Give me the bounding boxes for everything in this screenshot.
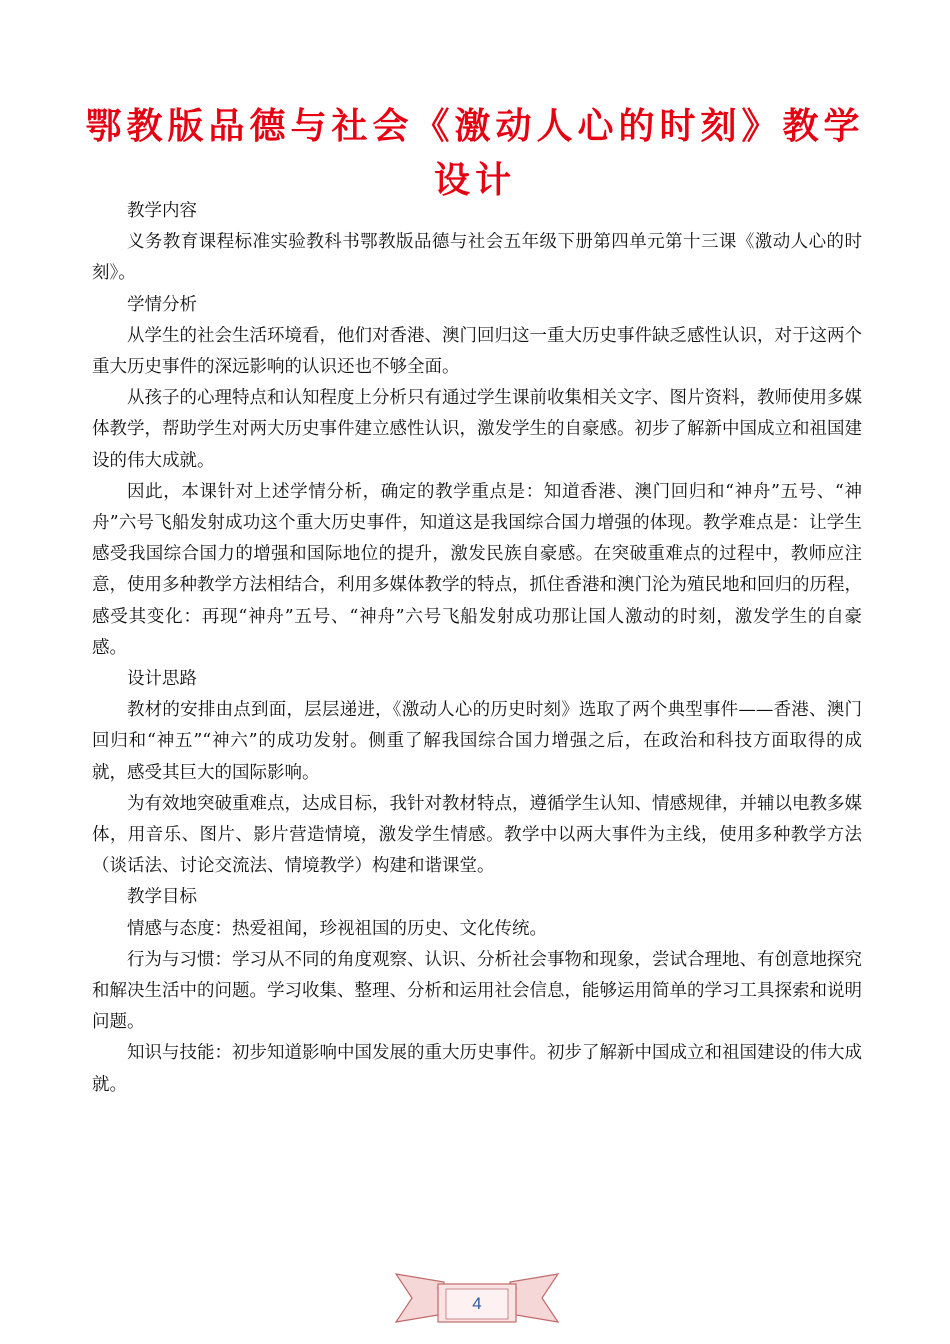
- paragraph: 义务教育课程标准实验教科书鄂教版品德与社会五年级下册第四单元第十三课《激动人心的时刻》。: [92, 232, 862, 284]
- page-number: 4: [472, 1294, 482, 1313]
- section-heading-analysis: 学情分析: [127, 294, 197, 315]
- page-footer: [392, 1262, 562, 1332]
- paragraph: 从学生的社会生活环境看，他们对香港、澳门回归这一重大历史事件缺乏感性认识，对于这两个重大历史事件的深远影响的认识还也不够全面。: [92, 325, 862, 378]
- paragraph: 情感与态度：热爱祖闻，珍视祖国的历史、文化传统。: [127, 918, 547, 939]
- section-heading-content: 教学内容: [127, 201, 197, 221]
- section-heading-goals: 教学目标: [127, 887, 197, 908]
- paragraph: 从孩子的心理特点和认知程度上分析只有通过学生课前收集相关文字、图片资料，教师使用多媒体教学，帮助学生对两大历史事件建立感性认识，激发学生的自豪感。初步了解新中国成立和祖国建设的伟大成就。: [92, 388, 862, 471]
- paragraph: 为有效地突破重难点，达成目标，我针对教材特点，遵循学生认知、情感规律，并辅以电教多媒体，用音乐、图片、影片营造情境，激发学生情感。教学中以两大事件为主线，使用多种教学方法（谈话法、讨论交流法、情境教学）构建和谐课堂。: [92, 793, 862, 877]
- section-heading-design: 设计思路: [127, 669, 197, 690]
- paragraph: 因此，本课针对上述学情分析，确定的教学重点是：知道香港、澳门回归和“神舟”五号、“神舟”六号飞船发射成功这个重大历史事件，知道这是我国综合国力增强的体现。教学难点是：让学生感受我国综合国力的增强和国际地位的提升，激发民族自豪感。在突破重难点的过程中，教师应注意，使用多种教学方法相结合，利用多媒体教学的特点，抓住香港和澳门沦为殖民地和回归的历程，感受其变化：再现“神舟”五号、“神舟”六号飞船发射成功那让国人激动的时刻，激发学生的自豪感。: [92, 481, 862, 658]
- document-body: [92, 196, 862, 1101]
- paragraph: 知识与技能：初步知道影响中国发展的重大历史事件。初步了解新中国成立和祖国建设的伟大成就。: [92, 1043, 862, 1095]
- paragraph: 行为与习惯：学习从不同的角度观察、认识、分析社会事物和现象，尝试合理地、有创意地探究和解决生活中的问题。学习收集、整理、分析和运用社会信息，能够运用简单的学习工具探索和说明问题。: [92, 949, 862, 1033]
- document-title: 鄂教版品德与社会《激动人心的时刻》教学设计: [85, 106, 865, 201]
- paragraph: 教材的安排由点到面，层层递进，《激动人心的历史时刻》选取了两个典型事件——香港、澳门回归和“神五”“神六”的成功发射。侧重了解我国综合国力增强之后，在政治和科技方面取得的成就，感受其巨大的国际影响。: [92, 700, 862, 783]
